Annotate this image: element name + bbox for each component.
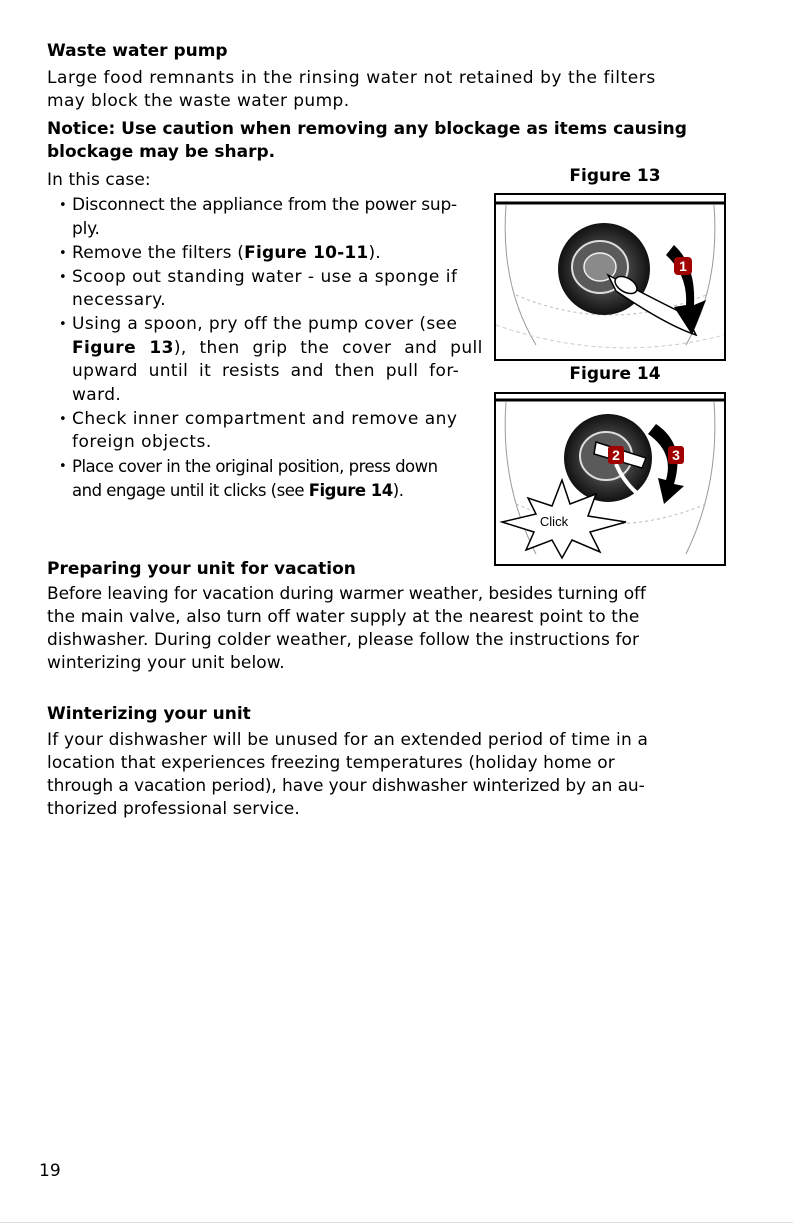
step-text: ), then grip the cover and pull — [173, 337, 483, 358]
step-text: foreign objects. — [72, 432, 212, 452]
step-text: • Using a spoon, pry off the pump cover (see — [72, 314, 458, 334]
step-text: • Place cover in the original position, press down — [72, 457, 438, 476]
vacation-heading: Preparing your unit for vacation — [47, 559, 356, 579]
step-number: 1 — [679, 258, 687, 274]
paragraph-line: dishwasher. During colder weather, please follow the instructions for — [47, 630, 640, 650]
step-item — [47, 313, 489, 407]
step-text: • Disconnect the appliance from the power sup- — [72, 195, 457, 215]
step-text: necessary. — [72, 290, 167, 310]
step-number: 2 — [612, 447, 620, 463]
step-item — [47, 242, 489, 266]
click-text: Click — [539, 514, 569, 529]
paragraph-line: winterizing your unit below. — [47, 653, 285, 673]
figure-reference: Figure 13 — [72, 337, 174, 358]
step-item — [47, 455, 489, 502]
paragraph-line: location that experiences freezing temperatures (holiday home or — [47, 753, 615, 773]
step-text: ply. — [72, 218, 100, 239]
pump-cover-install-drawing — [496, 394, 724, 564]
figure-14-label: Figure 14 — [569, 364, 661, 384]
pump-cover-removal-drawing — [496, 195, 724, 359]
step-item — [47, 194, 489, 241]
step-text: • Scoop out standing water - use a sponge if — [72, 266, 458, 287]
step-text: ward. — [72, 384, 122, 405]
vacation-paragraph — [47, 583, 747, 675]
waste-pump-heading: Waste water pump — [47, 41, 228, 61]
intro-line: Large food remnants in the rinsing water not retained by the filters — [47, 68, 656, 88]
step-text: upward until it resists and then pull for- — [72, 361, 460, 381]
step-text: ). — [392, 480, 404, 500]
paragraph-line: the main valve, also turn off water supply at the nearest point to the — [47, 607, 640, 627]
figure-reference: Figure 14 — [308, 480, 393, 500]
caution-notice — [47, 118, 747, 164]
step-list — [47, 194, 489, 503]
notice-line: blockage may be sharp. — [47, 142, 276, 162]
page-number: 19 — [39, 1161, 61, 1181]
paragraph-line: thorized professional service. — [47, 799, 300, 819]
winterizing-heading: Winterizing your unit — [47, 704, 251, 724]
step-text: • Check inner compartment and remove any — [72, 408, 458, 429]
figure-reference: Figure 10-11 — [244, 242, 369, 263]
step-item — [47, 408, 489, 455]
paragraph-line: through a vacation period), have your dishwasher winterized by an au- — [47, 776, 645, 796]
step-text: Remove the filters ( — [72, 242, 245, 263]
step-text: ). — [368, 242, 381, 263]
notice-line: Notice: Use caution when removing any blockage as items causing — [47, 119, 687, 139]
paragraph-line: If your dishwasher will be unused for an extended period of time in a — [47, 730, 649, 750]
step-number: 3 — [672, 447, 680, 463]
step-line — [72, 337, 489, 361]
paragraph-line: Before leaving for vacation during warmer weather, besides turning off — [47, 584, 646, 604]
winterizing-paragraph — [47, 729, 747, 821]
figure-14-illustration — [494, 392, 726, 566]
step-item — [47, 266, 489, 313]
step-text: and engage until it clicks (see — [72, 480, 309, 500]
figure-13-label: Figure 13 — [569, 166, 661, 186]
waste-pump-intro — [47, 67, 747, 113]
step-line — [72, 479, 489, 503]
intro-line: may block the waste water pump. — [47, 91, 350, 111]
case-label: In this case: — [47, 170, 151, 190]
figure-13-illustration — [494, 193, 726, 361]
page-edge-line — [0, 1222, 793, 1223]
